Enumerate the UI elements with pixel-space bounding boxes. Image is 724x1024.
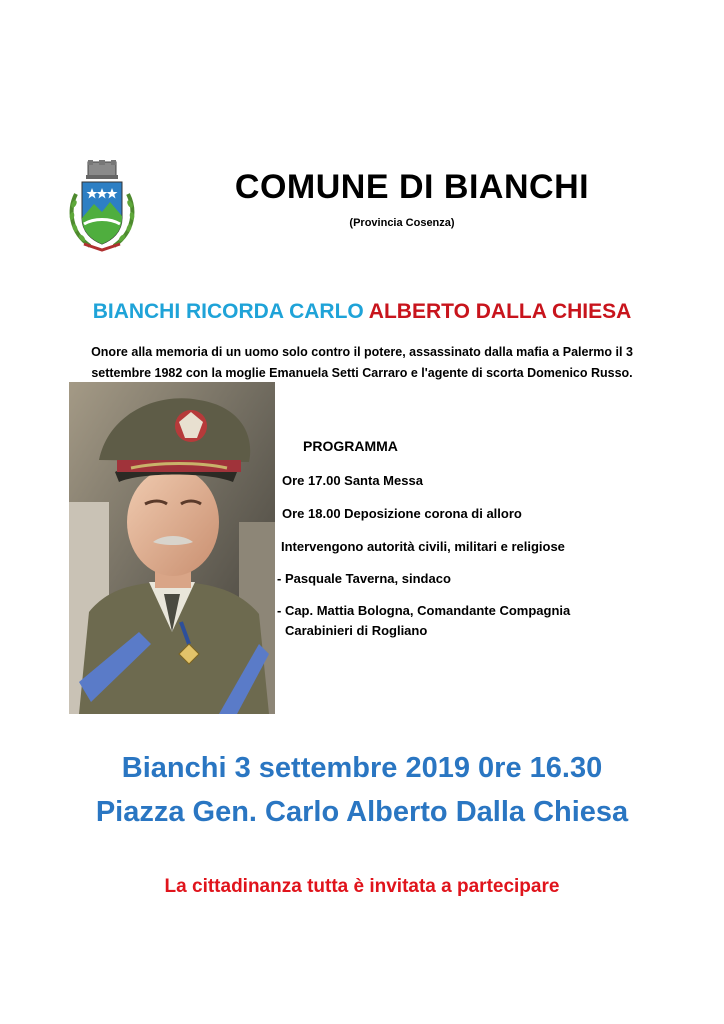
intro-paragraph	[60, 342, 664, 384]
coat-of-arms-icon	[66, 160, 138, 252]
programma-item: Intervengono autorità civili, militari e religiose	[281, 539, 565, 554]
programma-title: PROGRAMMA	[303, 438, 398, 454]
programma-item: Ore 18.00 Deposizione corona di alloro	[282, 506, 522, 521]
programma-item-line: Carabinieri di Rogliano	[285, 623, 428, 638]
page-title: COMUNE DI BIANCHI	[234, 168, 590, 206]
programma-item	[277, 601, 677, 641]
page-subtitle: (Provincia Cosenza)	[349, 217, 455, 229]
programma-item-line: - Cap. Mattia Bologna, Comandante Compagnia	[277, 603, 571, 618]
event-date: Bianchi 3 settembre 2019 0re 16.30	[121, 752, 603, 784]
intro-line: settembre 1982 con la moglie Emanuela Setti Carraro e l'agente di scorta Domenico Russo.	[91, 366, 633, 380]
headline-blue-text: BIANCHI RICORDA CARLO	[92, 300, 364, 323]
programma-item: - Pasquale Taverna, sindaco	[277, 571, 451, 586]
event-place: Piazza Gen. Carlo Alberto Dalla Chiesa	[95, 796, 629, 828]
programma-item: Ore 17.00 Santa Messa	[282, 473, 423, 488]
invitation-text: La cittadinanza tutta è invitata a partecipare	[164, 876, 560, 897]
portrait-photo-icon	[69, 382, 275, 714]
intro-line: Onore alla memoria di un uomo solo contro il potere, assassinato dalla mafia a Palermo il 3	[91, 345, 633, 359]
headline-red-text: ALBERTO DALLA CHIESA	[368, 300, 632, 323]
headline	[0, 300, 724, 324]
